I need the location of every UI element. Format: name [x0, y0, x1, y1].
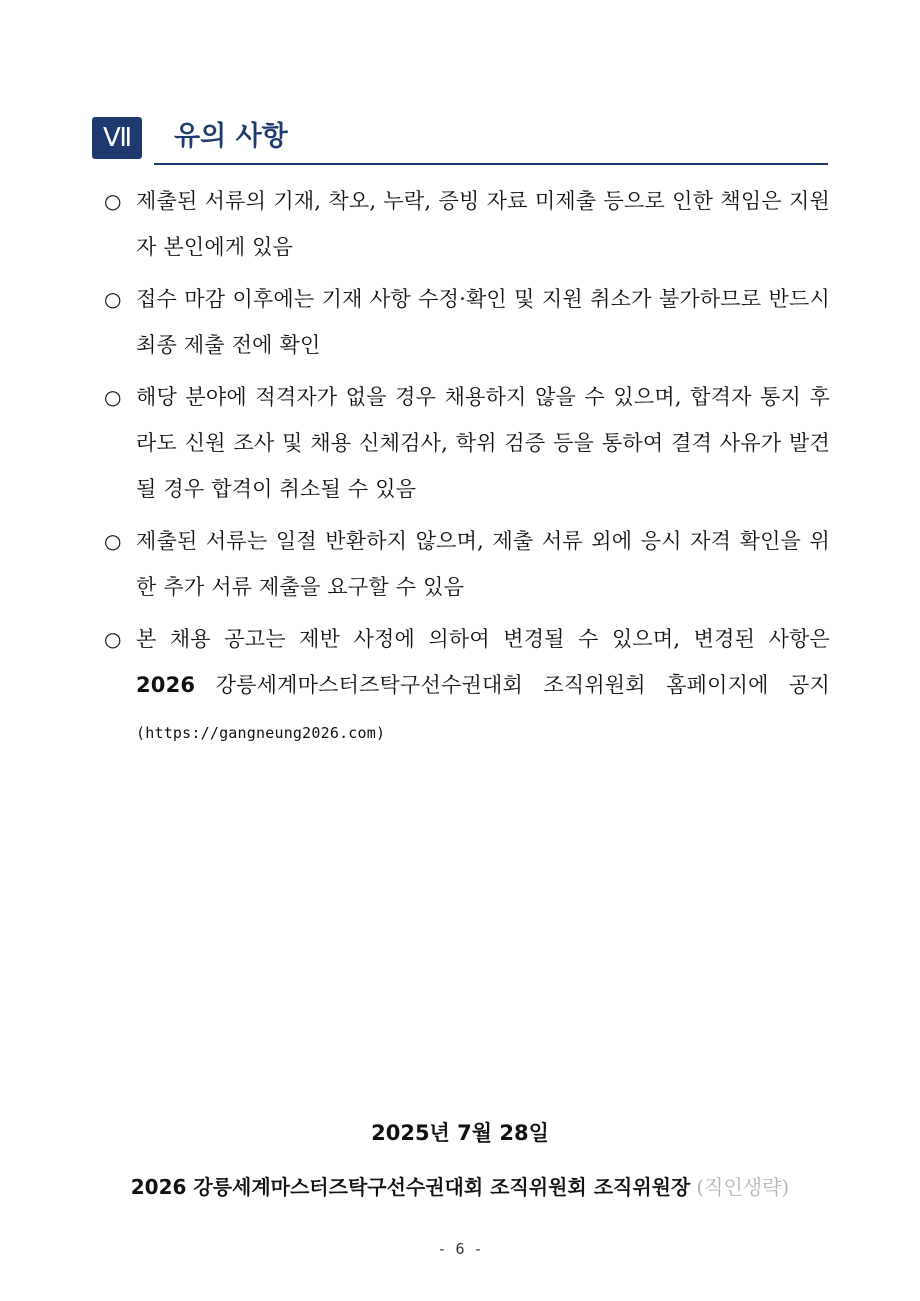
announcement-date: 2025년 7월 28일	[371, 1121, 549, 1145]
note-text: 제출된 서류의 기재, 착오, 누락, 증빙 자료 미제출 등으로 인한 책임은 지원자 본인에게 있음	[136, 189, 830, 259]
note-item	[104, 276, 830, 368]
note-item	[104, 178, 830, 270]
note-text	[136, 616, 830, 756]
seal-omitted-note: (직인생략)	[696, 1175, 790, 1199]
note-year-number: 2026	[136, 673, 196, 697]
header-divider	[154, 163, 828, 165]
circle-bullet-icon: ○	[104, 189, 122, 213]
notes-list	[104, 178, 830, 762]
section-header	[92, 117, 828, 167]
circle-bullet-icon: ○	[104, 385, 122, 409]
circle-bullet-icon: ○	[104, 529, 122, 553]
note-item	[104, 518, 830, 610]
note-text-before: 본 채용 공고는 제반 사정에 의하여 변경될 수 있으며, 변경된 사항은	[136, 627, 830, 651]
issuer-signature	[0, 1172, 920, 1202]
note-text: 제출된 서류는 일절 반환하지 않으며, 제출 서류 외에 응시 자격 확인을 위한 추가 서류 제출을 요구할 수 있음	[136, 529, 830, 599]
note-text: 해당 분야에 적격자가 없을 경우 채용하지 않을 수 있으며, 합격자 통지 후라도 신원 조사 및 채용 신체검사, 학위 검증 등을 통하여 결격 사유가 발견될 경우 합격이 취소될 수 있음	[136, 385, 830, 501]
circle-bullet-icon: ○	[104, 287, 122, 311]
section-number-badge: Ⅶ	[92, 117, 142, 159]
note-item	[104, 374, 830, 512]
page-number: - 6 -	[437, 1240, 483, 1258]
circle-bullet-icon: ○	[104, 627, 122, 651]
note-text: 접수 마감 이후에는 기재 사항 수정·확인 및 지원 취소가 불가하므로 반드시 최종 제출 전에 확인	[136, 287, 830, 357]
section-title: 유의 사항	[174, 121, 288, 152]
issuer-name: 2026 강릉세계마스터즈탁구선수권대회 조직위원회 조직위원장	[130, 1175, 691, 1199]
note-text-after: 강릉세계마스터즈탁구선수권대회 조직위원회 홈페이지에 공지	[195, 673, 830, 697]
website-url: (https://gangneung2026.com)	[136, 724, 386, 742]
note-item	[104, 616, 830, 756]
